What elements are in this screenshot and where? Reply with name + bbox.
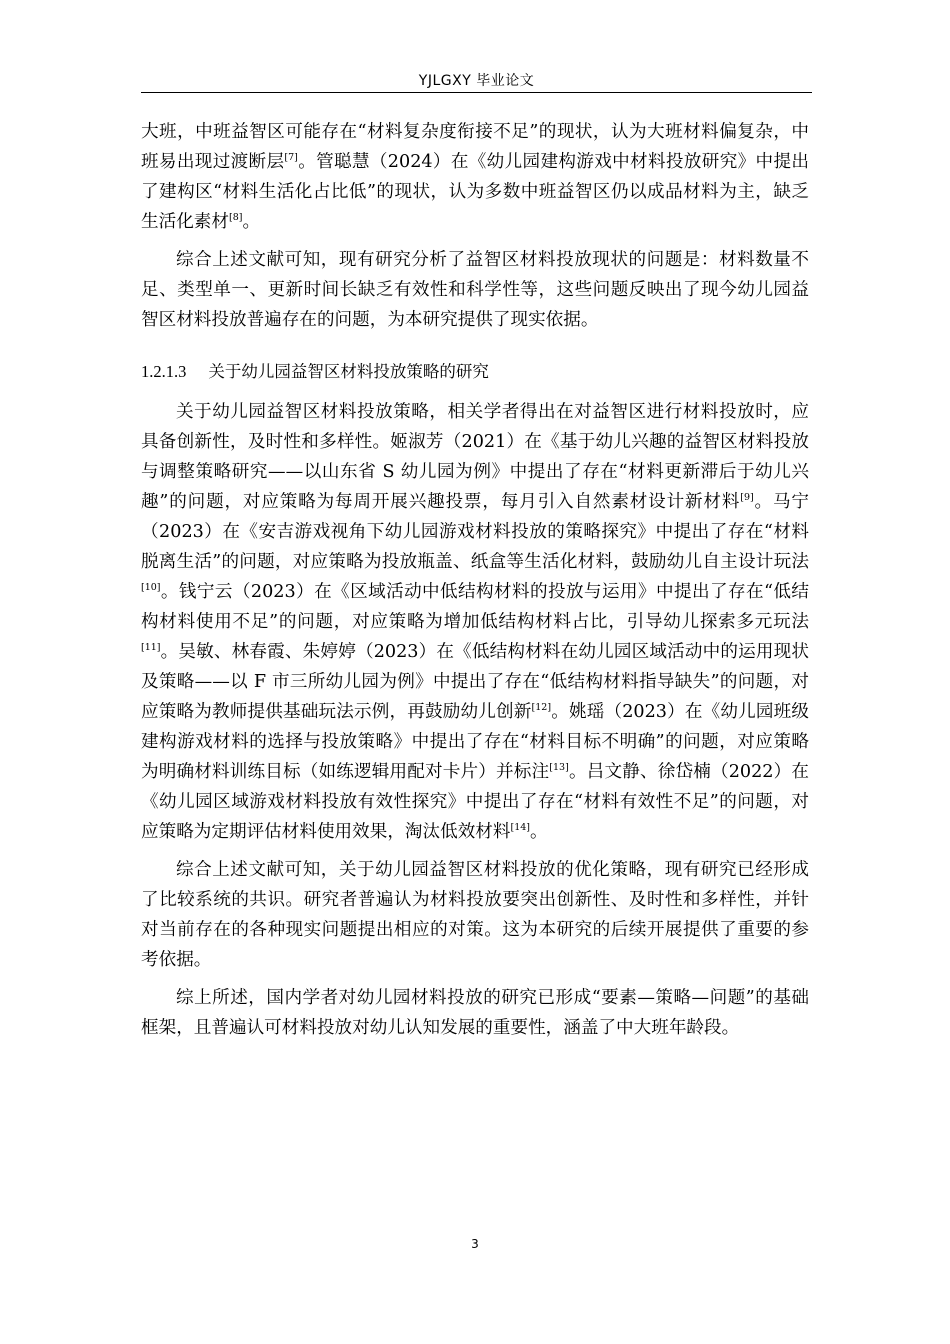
text-run: 大班，中班益智区可能存在“材料复杂度衔接不足”的现状，认为大班材料偏复杂，中班易出现过渡断层 [141, 122, 809, 172]
page-number: 3 [471, 1237, 479, 1251]
section-heading [141, 357, 809, 387]
text-run: 。吕文静、徐岱楠（2022）在《幼儿园区域游戏材料投放有效性探究》中提出了存在“材料有效性不足”的问题，对应策略为定期评估材料使用效果，淘汰低效材料 [141, 762, 809, 842]
text-run: 。吴敏、林春霞、朱婷婷（2023）在《低结构材料在幼儿园区域活动中的运用现状及策略——以 F 市三所幼儿园为例》中提出了存在“低结构材料指导缺失”的问题，对应策略为教师提供基础玩法示例，再鼓励幼儿创新 [141, 642, 809, 722]
section-title: 关于幼儿园益智区材料投放策略的研究 [208, 362, 489, 381]
citation-ref: [10] [141, 582, 161, 593]
paragraph-4: 综合上述文献可知，关于幼儿园益智区材料投放的优化策略，现有研究已经形成了比较系统的共识。研究者普遍认为材料投放要突出创新性、及时性和多样性，并针对当前存在的各种现实问题提出相应的对策。这为本研究的后续开展提供了重要的参考依据。 [141, 860, 809, 970]
citation-ref: [14] [510, 822, 530, 833]
text-run: 。管聪慧（2024）在《幼儿园建构游戏中材料投放研究》中提出了建构区“材料生活化占比低”的现状，认为多数中班益智区仍以成品材料为主，缺乏生活化素材 [141, 152, 809, 232]
text-run: 。 [530, 822, 548, 842]
text-run: 。马宁（2023）在《安吉游戏视角下幼儿园游戏材料投放的策略探究》中提出了存在“材料脱离生活”的问题，对应策略为投放瓶盖、纸盒等生活化材料，鼓励幼儿自主设计玩法 [141, 492, 809, 572]
citation-ref: [7] [284, 152, 298, 163]
text-run: 关于幼儿园益智区材料投放策略，相关学者得出在对益智区进行材料投放时，应具备创新性，及时性和多样性。姬淑芳（2021）在《基于幼儿兴趣的益智区材料投放与调整策略研究——以山东省 S 幼儿园为例》中提出了存在“材料更新滞后于幼儿兴趣”的问题，对应策略为每周开展兴趣投票，每月引入自然素材设计新材料 [141, 402, 809, 512]
paragraph-1 [141, 117, 809, 237]
citation-ref: [8] [228, 212, 243, 223]
header-divider [141, 92, 812, 93]
citation-ref: [9] [740, 492, 754, 503]
page-header: YJLGXY 毕业论文 [418, 73, 535, 89]
citation-ref: [12] [531, 702, 552, 713]
citation-ref: [13] [549, 762, 569, 773]
paragraph-5: 综上所述，国内学者对幼儿园材料投放的研究已形成“要素—策略—问题”的基础框架，且普遍认可材料投放对幼儿认知发展的重要性，涵盖了中大班年龄段。 [141, 988, 809, 1038]
page-body [141, 117, 809, 1043]
text-run: 。 [242, 212, 261, 232]
paragraph-3 [141, 397, 809, 847]
text-run: 。姚瑶（2023）在《幼儿园班级建构游戏材料的选择与投放策略》中提出了存在“材料目标不明确”的问题，对应策略为明确材料训练目标（如练逻辑用配对卡片）并标注 [141, 702, 809, 782]
text-run: 。钱宁云（2023）在《区域活动中低结构材料的投放与运用》中提出了存在“低结构材料使用不足”的问题，对应策略为增加低结构材料占比，引导幼儿探索多元玩法 [141, 582, 809, 632]
paragraph-2: 综合上述文献可知，现有研究分析了益智区材料投放现状的问题是：材料数量不足、类型单一、更新时间长缺乏有效性和科学性等，这些问题反映出了现今幼儿园益智区材料投放普遍存在的问题，为本研究提供了现实依据。 [141, 250, 809, 330]
citation-ref: [11] [141, 642, 161, 653]
section-number: 1.2.1.3 [141, 362, 187, 381]
